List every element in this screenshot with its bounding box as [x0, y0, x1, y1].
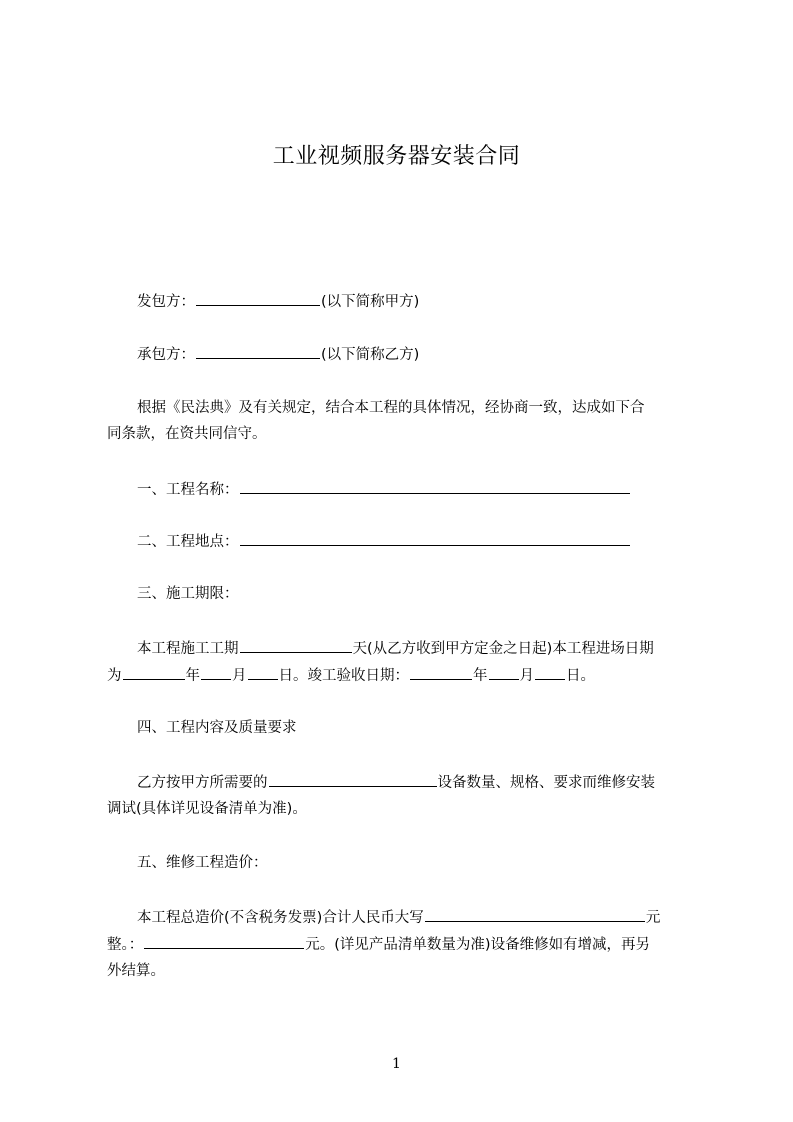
equipment-blank[interactable] [269, 772, 437, 787]
section-4-para-line-2: 调试(具体详见设备清单为准)。 [107, 801, 307, 817]
section-4-heading: 四、工程内容及质量要求 [137, 720, 297, 736]
section-5-para-line-2 [107, 934, 703, 955]
price-text-d: 元。(详见产品清单数量为准)设备维修如有增减，再另 [305, 937, 651, 953]
party-a-line [137, 291, 703, 312]
duration-days-blank[interactable] [240, 638, 352, 653]
party-b-line [137, 344, 703, 365]
entry-day-blank[interactable] [248, 665, 278, 680]
section-1-label: 一、工程名称： [137, 482, 239, 498]
document-title: 工业视频服务器安装合同 [272, 144, 521, 169]
completion-day-label: 日。 [566, 668, 595, 684]
section-3-para-line-2 [107, 665, 703, 686]
entry-month-label: 月 [232, 668, 247, 684]
completion-month-label: 月 [519, 668, 534, 684]
entry-date-prefix: 为 [107, 668, 122, 684]
party-b-label: 承包方： [137, 347, 195, 363]
project-name-blank[interactable] [240, 479, 630, 494]
completion-year-blank[interactable] [410, 665, 472, 680]
price-number-blank[interactable] [144, 934, 304, 949]
schedule-text-a: 本工程施工工期 [137, 641, 239, 657]
section-5-para-line-3: 外结算。 [107, 963, 165, 979]
completion-date-label: 日。竣工验收日期： [278, 668, 409, 684]
section-3-heading: 三、施工期限： [137, 586, 239, 602]
price-text-b: 元 [645, 910, 661, 926]
entry-month-blank[interactable] [201, 665, 231, 680]
section-3-para-line-1 [107, 638, 703, 659]
section-5-para-line-1 [107, 907, 703, 928]
price-words-blank[interactable] [425, 907, 645, 922]
scope-text-b: 设备数量、规格、要求而维修安装 [437, 775, 655, 791]
section-2-label: 二、工程地点： [137, 534, 239, 550]
scope-text-a: 乙方按甲方所需要的 [137, 775, 268, 791]
schedule-text-b: 天(从乙方收到甲方定金之日起)本工程进场日期 [352, 641, 654, 657]
party-a-suffix: (以下简称甲方) [321, 294, 420, 310]
section-5-heading: 五、维修工程造价： [137, 855, 268, 871]
completion-year-label: 年 [473, 668, 488, 684]
price-text-c: 整。： [107, 937, 144, 953]
party-b-suffix: (以下简称乙方) [321, 347, 420, 363]
party-a-blank[interactable] [196, 291, 320, 306]
section-4-para-line-1 [107, 772, 703, 793]
completion-day-blank[interactable] [535, 665, 565, 680]
section-2-line [137, 531, 703, 552]
section-1-line [137, 479, 703, 500]
entry-year-blank[interactable] [123, 665, 185, 680]
preamble-line-1: 根据《民法典》及有关规定，结合本工程的具体情况，经协商一致，达成如下合 [137, 400, 645, 416]
entry-year-label: 年 [185, 668, 200, 684]
party-b-blank[interactable] [196, 344, 320, 359]
page-number: 1 [392, 1056, 401, 1072]
party-a-label: 发包方： [137, 294, 195, 310]
completion-month-blank[interactable] [489, 665, 519, 680]
price-text-a: 本工程总造价(不含税务发票)合计人民币大写 [137, 910, 424, 926]
project-location-blank[interactable] [240, 531, 630, 546]
preamble-line-2: 同条款，在资共同信守。 [107, 426, 267, 442]
